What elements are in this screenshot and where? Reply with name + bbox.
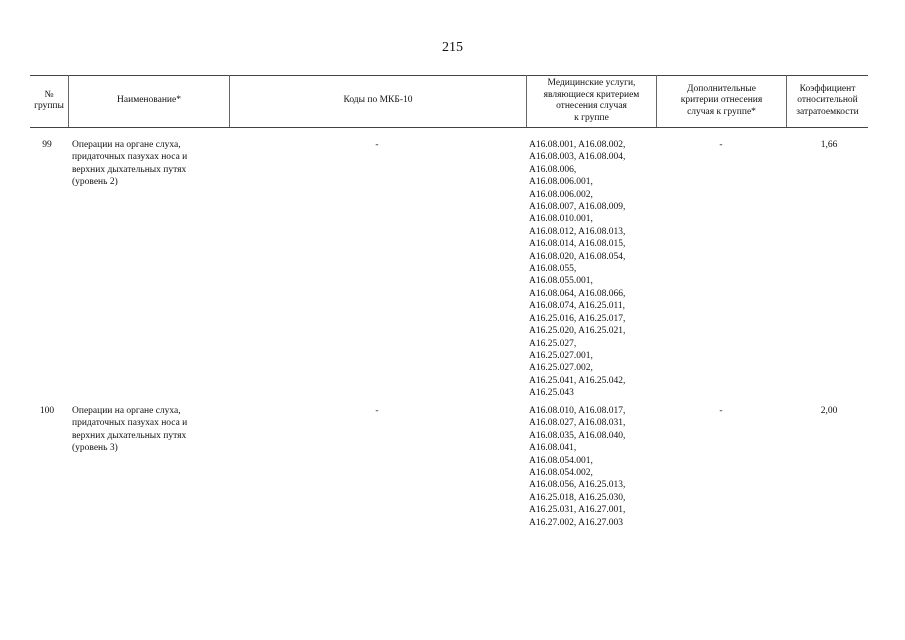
header-line: № (44, 89, 54, 100)
service-code-line: A16.08.010.001, (529, 214, 593, 225)
row-coefficient: 1,66 (820, 140, 838, 150)
service-code-line: A16.08.003, A16.08.004, (529, 152, 626, 163)
header-extra-criteria (657, 75, 786, 127)
name-line: придаточных пазухах носа и (72, 152, 188, 163)
name-line: Операции на органе слуха, (72, 140, 181, 150)
header-mkb (230, 75, 526, 127)
service-code-line: A16.08.027, A16.08.031, (529, 418, 626, 429)
service-code-line: A16.25.027.001, (529, 350, 593, 361)
service-code-line: A16.08.007, A16.08.009, (529, 202, 626, 213)
service-code-line: A16.08.010, A16.08.017, (529, 406, 626, 416)
name-line: (уровень 2) (72, 177, 118, 188)
header-line: затратоемкости (796, 106, 859, 117)
name-line: верхних дыхательных путях (72, 164, 187, 175)
header-line: Коэффициент (799, 83, 856, 94)
service-code-line: A16.08.041, (529, 443, 577, 454)
header-line: Дополнительные (687, 83, 756, 94)
service-code-line: A16.08.055, (529, 264, 577, 275)
service-code-line: A16.08.012, A16.08.013, (529, 226, 626, 237)
header-line: Медицинские услуги, (547, 78, 636, 88)
header-line: относительной (797, 95, 858, 106)
name-line: (уровень 3) (72, 443, 118, 454)
row-services (529, 139, 654, 400)
header-name (69, 75, 229, 127)
header-line: к группе (574, 112, 609, 123)
row-coefficient: 2,00 (820, 406, 838, 416)
service-code-line: A16.08.006.002, (529, 189, 593, 200)
service-code-line: A16.25.016, A16.25.017, (529, 313, 626, 324)
table-header-bottom-border (30, 127, 868, 128)
service-code-line: A16.25.020, A16.25.021, (529, 326, 626, 337)
header-line: Наименование* (117, 95, 181, 106)
row-group-number: 100 (39, 406, 55, 416)
row-name (72, 405, 222, 455)
service-code-line: A16.08.006.001, (529, 177, 593, 188)
service-code-line: A16.08.054.002, (529, 468, 593, 479)
service-code-line: A16.08.014, A16.08.015, (529, 239, 626, 250)
row-name (72, 139, 222, 189)
service-code-line: A16.08.020, A16.08.054, (529, 251, 626, 262)
header-line: являющиеся критерием (543, 89, 640, 100)
name-line: Операции на органе слуха, (72, 406, 181, 416)
header-line: отнесения случая (556, 101, 627, 111)
row-extra-criteria: - (719, 140, 723, 150)
row-extra-criteria: - (719, 406, 723, 416)
service-code-line: A16.08.074, A16.25.011, (529, 301, 625, 312)
service-code-line: A16.25.018, A16.25.030, (529, 492, 626, 503)
service-code-line: A16.08.055.001, (529, 276, 593, 287)
header-services (527, 75, 656, 127)
header-line: критерии отнесения (680, 95, 763, 106)
service-code-line: A16.08.064, A16.08.066, (529, 288, 626, 299)
service-code-line: A16.08.006, (529, 164, 577, 175)
name-line: верхних дыхательных путях (72, 430, 187, 441)
header-line: группы (34, 101, 64, 111)
name-line: придаточных пазухах носа и (72, 418, 188, 429)
service-code-line: A16.25.031, A16.27.001, (529, 505, 626, 516)
service-code-line: A16.25.027, (529, 338, 577, 349)
page-number: 215 (442, 40, 463, 55)
header-coefficient (787, 75, 868, 127)
service-code-line: A16.08.054.001, (529, 455, 593, 466)
row-services (529, 405, 654, 529)
service-code-line: A16.08.056, A16.25.013, (529, 480, 626, 491)
header-line: Коды по МКБ-10 (343, 95, 413, 106)
service-code-line: A16.25.043 (529, 388, 574, 399)
row-mkb-codes: - (375, 140, 379, 150)
service-code-line: A16.27.002, A16.27.003 (529, 517, 623, 528)
service-code-line: A16.08.001, A16.08.002, (529, 140, 626, 150)
row-mkb-codes: - (375, 406, 379, 416)
header-line: случая к группе* (687, 106, 756, 117)
service-code-line: A16.08.035, A16.08.040, (529, 430, 626, 441)
header-group-no (30, 75, 68, 127)
service-code-line: A16.25.027.002, (529, 363, 593, 374)
row-group-number: 99 (42, 140, 52, 150)
service-code-line: A16.25.041, A16.25.042, (529, 375, 626, 386)
